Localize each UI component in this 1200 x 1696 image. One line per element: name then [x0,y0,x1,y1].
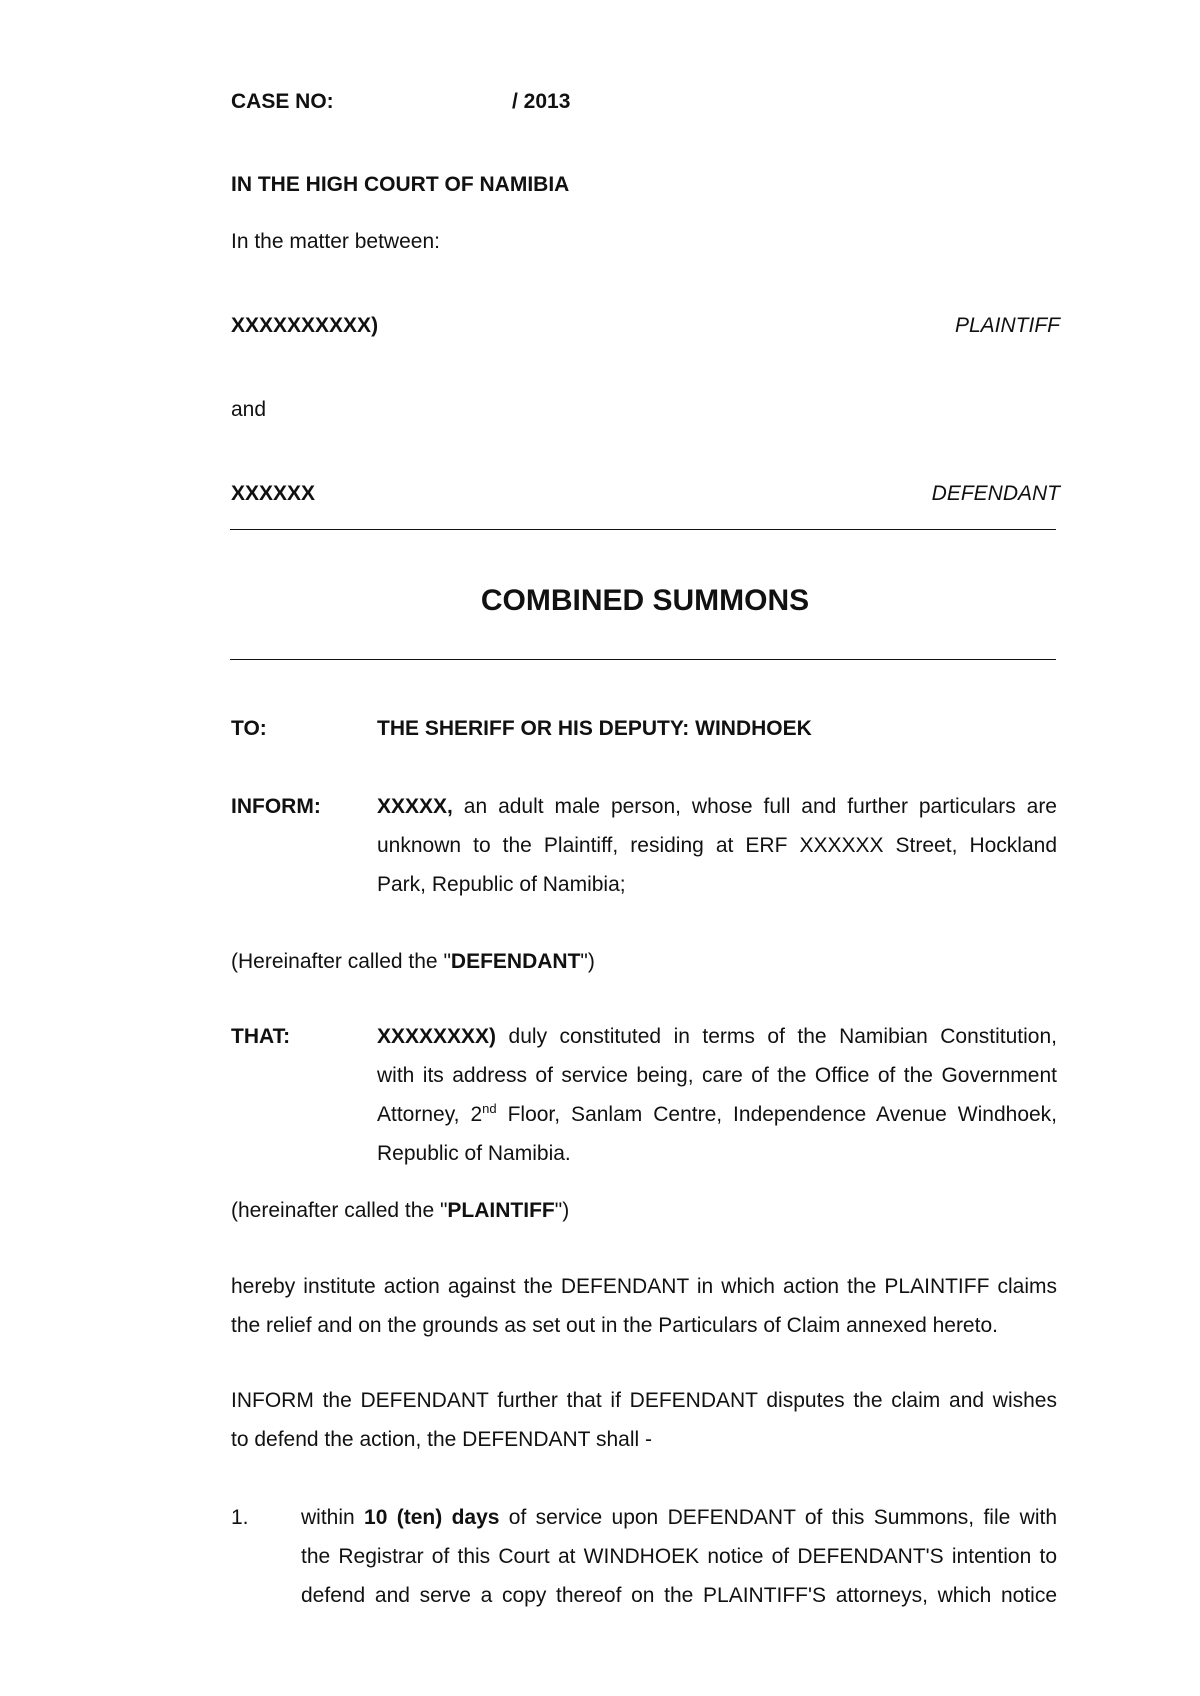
document-title: COMBINED SUMMONS [480,584,810,617]
that-paragraph [377,1017,1057,1173]
case-number-year: / 2013 [512,90,571,113]
inform-paragraph [377,787,1057,904]
defendant-role: DEFENDANT [931,482,1060,505]
matter-intro: In the matter between: [231,230,440,253]
that-line: Attorney, 2nd Floor, Sanlam Centre, Independence Avenue Windhoek, [377,1101,1058,1126]
inform-name: XXXXX, [377,795,453,818]
plaintiff-definition: (hereinafter called the "PLAINTIFF") [231,1199,570,1222]
that-line: with its address of service being, care of the Office of the Government [377,1064,1057,1087]
institute-line: the relief and on the grounds as set out in the Particulars of Claim annexed hereto. [231,1314,998,1337]
item-paragraph [301,1498,1057,1615]
institute-line: hereby institute action against the DEFENDANT in which action the PLAINTIFF claims [231,1275,1057,1298]
to-label: TO: [231,717,267,740]
plaintiff-role: PLAINTIFF [954,314,1060,337]
defendant-definition: (Hereinafter called the "DEFENDANT") [231,950,595,973]
bottom-divider [230,659,1056,660]
that-line: XXXXXXXX) duly constituted in terms of the Namibian Constitution, [377,1025,1057,1048]
case-number-label: CASE NO: [231,90,334,113]
and-text: and [231,398,267,421]
that-line: Republic of Namibia. [377,1142,571,1165]
defendant-name: XXXXXX [231,482,316,505]
inform-line: unknown to the Plaintiff, residing at ERF XXXXXX Street, Hockland [377,834,1057,857]
inform-further-line: to defend the action, the DEFENDANT shall - [231,1428,652,1451]
item-line: within 10 (ten) days of service upon DEFENDANT of this Summons, file with [301,1506,1057,1529]
inform-further-line: INFORM the DEFENDANT further that if DEFENDANT disputes the claim and wishes [231,1389,1057,1412]
that-name: XXXXXXXX) [377,1025,497,1048]
inform-label: INFORM: [231,795,321,818]
item-line: the Registrar of this Court at WINDHOEK notice of DEFENDANT'S intention to [301,1545,1057,1568]
plaintiff-name: XXXXXXXXXX) [231,314,379,337]
institute-paragraph [231,1267,1057,1345]
inform-further-paragraph [231,1381,1057,1459]
that-label: THAT: [231,1025,291,1048]
top-divider [230,529,1056,530]
inform-line: Park, Republic of Namibia; [377,873,626,896]
item-number: 1. [231,1506,249,1529]
to-value: THE SHERIFF OR HIS DEPUTY: WINDHOEK [377,717,812,740]
court-heading: IN THE HIGH COURT OF NAMIBIA [231,173,570,196]
inform-line: XXXXX, an adult male person, whose full and further particulars are [377,795,1057,818]
item-line: defend and serve a copy thereof on the PLAINTIFF'S attorneys, which notice [301,1584,1057,1607]
